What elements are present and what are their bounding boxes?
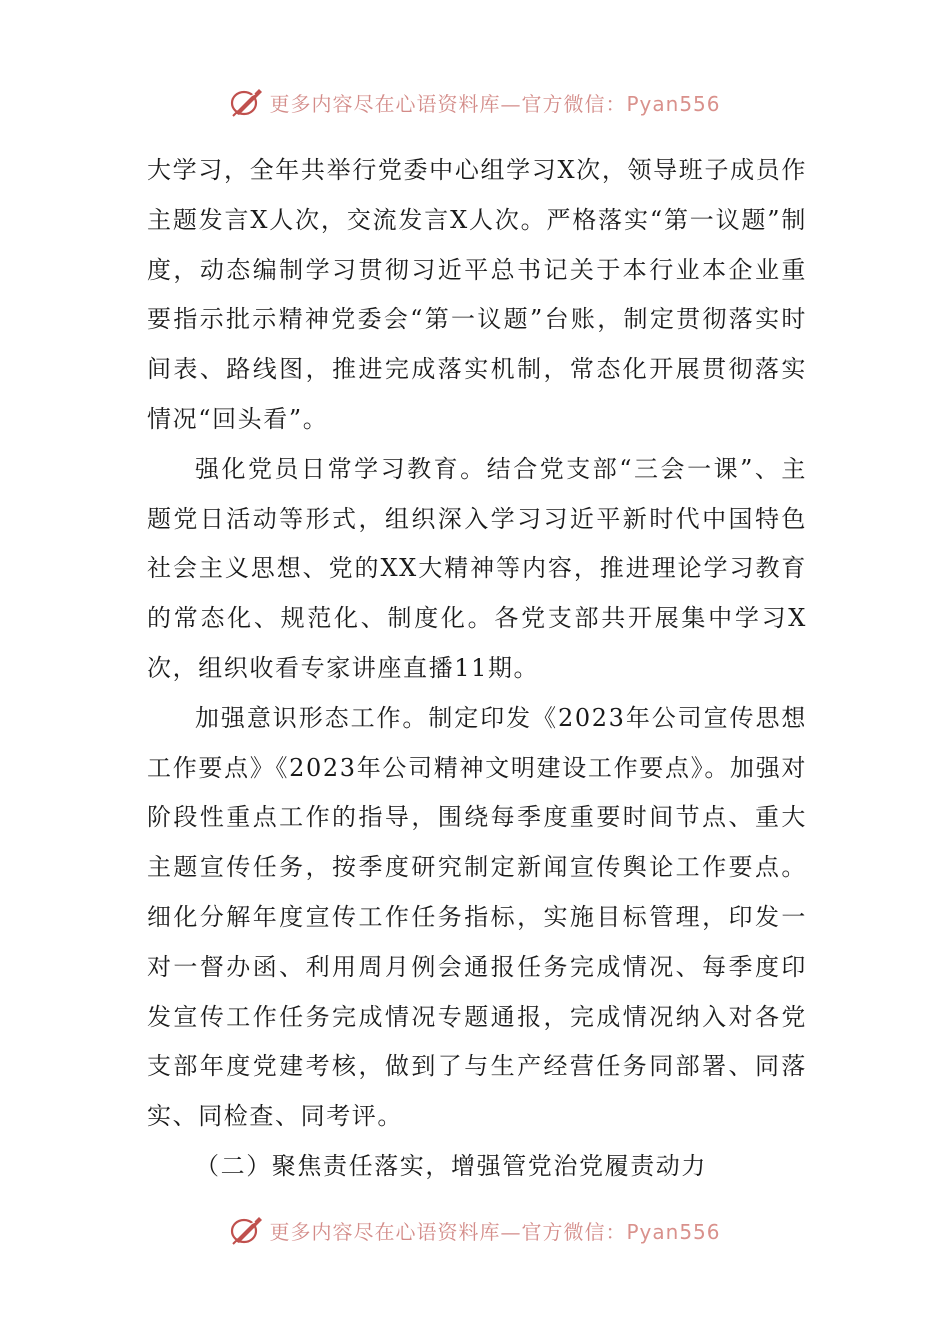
section-heading: （二）聚焦责任落实，增强管党治党履责动力: [195, 1151, 707, 1180]
header-wechat-id: Pyan556: [626, 91, 721, 116]
document-body: [147, 146, 807, 1192]
header-banner: [0, 82, 950, 122]
footer-banner: [0, 1210, 950, 1250]
footer-wechat-id: Pyan556: [626, 1219, 721, 1244]
quill-logo-icon: [229, 86, 265, 118]
quill-logo-icon: [229, 1214, 265, 1246]
paragraph-3: 加强意识形态工作。制定印发《2023年公司宣传思想工作要点》《2023年公司精神文明建设工作要点》。加强对阶段性重点工作的指导，围绕每季度重要时间节点、重大主题宣传任务，按季度研究制定新闻宣传舆论工作要点。细化分解年度宣传工作任务指标，实施目标管理，印发一对一督办函、利用周月例会通报任务完成情况、每季度印发宣传工作任务完成情况专题通报，完成情况纳入对各党支部年度党建考核，做到了与生产经营任务同部署、同落实、同检查、同考评。: [147, 703, 807, 1131]
footer-site-text: 更多内容尽在心语资料库—官方微信：: [269, 1219, 627, 1244]
header-site-text: 更多内容尽在心语资料库—官方微信：: [269, 91, 627, 116]
paragraph-2: 强化党员日常学习教育。结合党支部“三会一课”、主题党日活动等形式，组织深入学习习近平新时代中国特色社会主义思想、党的XX大精神等内容，推进理论学习教育的常态化、规范化、制度化。各党支部共开展集中学习X次，组织收看专家讲座直播11期。: [147, 454, 807, 682]
paragraph-1: 大学习，全年共举行党委中心组学习X次，领导班子成员作主题发言X人次，交流发言X人次。严格落实“第一议题”制度，动态编制学习贯彻习近平总书记关于本行业本企业重要指示批示精神党委会“第一议题”台账，制定贯彻落实时间表、路线图，推进完成落实机制，常态化开展贯彻落实情况“回头看”。: [147, 156, 807, 433]
